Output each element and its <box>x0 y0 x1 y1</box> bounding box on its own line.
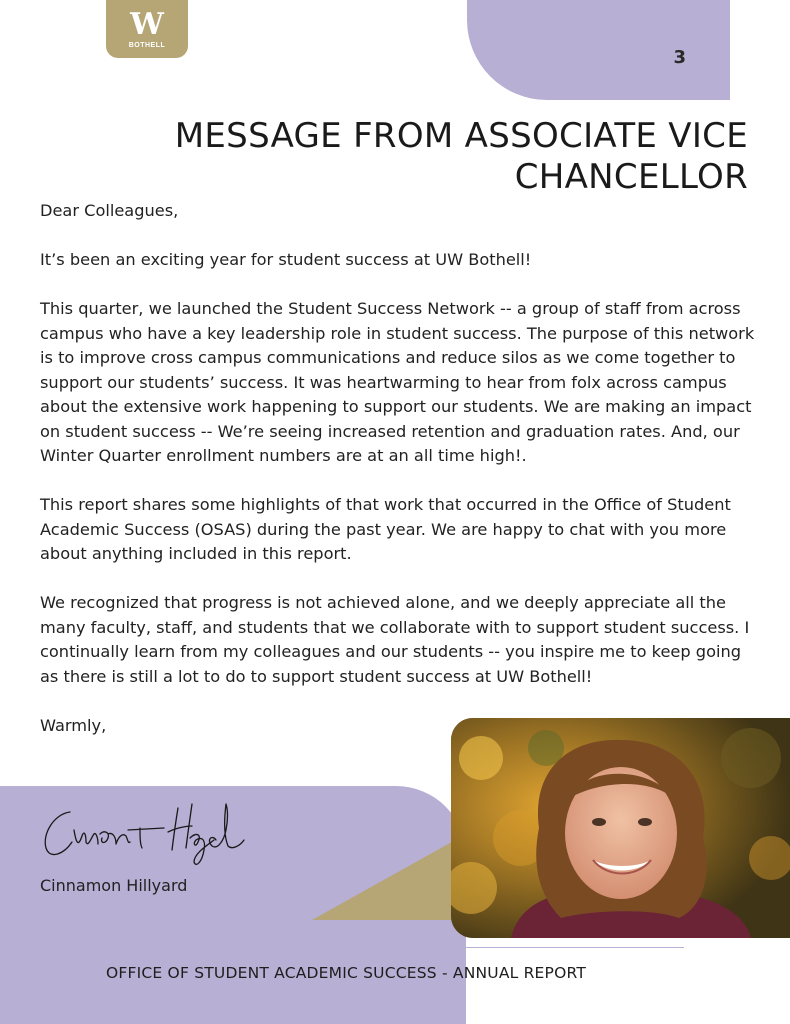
logo-letter: W <box>130 6 164 42</box>
signer-name: Cinnamon Hillyard <box>40 876 188 895</box>
paragraph-3: This report shares some highlights of that work that occurred in the Office of Student Academic Success (OSAS) during the past year. We are happy to chat with you more about anything included in this report. <box>40 495 731 563</box>
handwritten-signature <box>36 790 256 870</box>
paragraph-2: This quarter, we launched the Student Success Network -- a group of staff from across campus who have a key leadership role in student success. The purpose of this network is to improve cross campus communications and reduce silos as we come together to support our students’ success. It was heartwarming to hear from folx across campus about the extensive work happening to support our students. We are making an impact on student success -- We’re seeing increased retention and graduation rates. And, our Winter Quarter enrollment numbers are at an all time high!. <box>40 299 755 465</box>
page-title: MESSAGE FROM ASSOCIATE VICE CHANCELLOR <box>174 116 748 197</box>
portrait-photo <box>451 718 790 938</box>
closing: Warmly, <box>40 715 107 735</box>
footer-divider <box>106 947 684 948</box>
letter-body <box>40 199 760 763</box>
salutation: Dear Colleagues, <box>40 201 179 220</box>
portrait-illustration <box>451 718 790 938</box>
footer-text: OFFICE OF STUDENT ACADEMIC SUCCESS - ANNUAL REPORT <box>106 964 587 982</box>
paragraph-1: It’s been an exciting year for student success at UW Bothell! <box>40 250 532 269</box>
top-decorative-shape <box>467 0 730 100</box>
page-number: 3 <box>673 47 686 68</box>
uw-bothell-logo <box>106 0 188 58</box>
paragraph-4: We recognized that progress is not achieved alone, and we deeply appreciate all the many faculty, staff, and students that we collaborate with to support student success. I continually learn from my colleagues and our students -- you inspire me to keep going as there is still a lot to do to support student success at UW Bothell! <box>40 593 750 686</box>
logo-text: BOTHELL <box>128 41 166 49</box>
